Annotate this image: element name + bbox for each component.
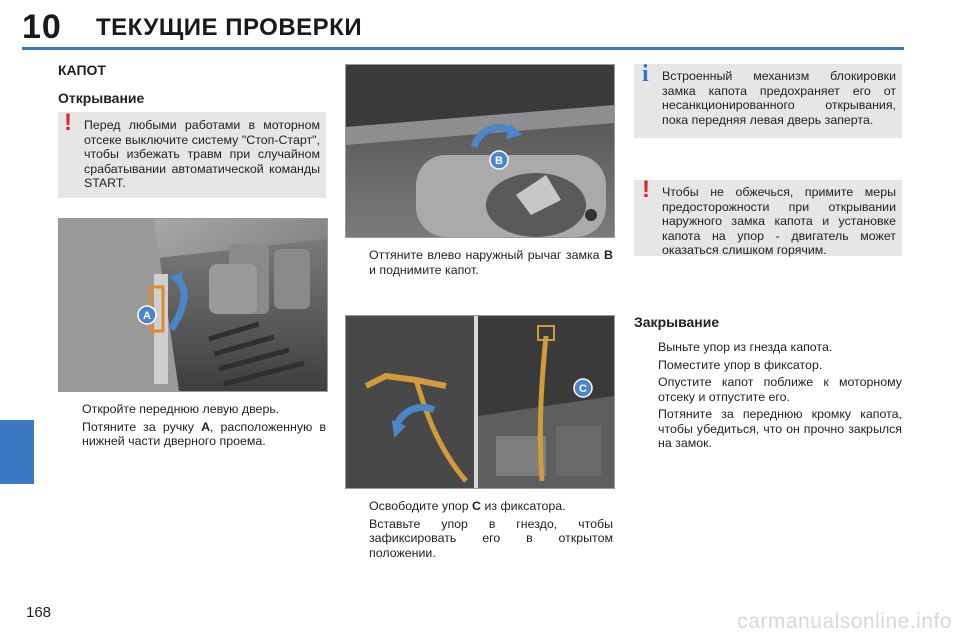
warning-note-text: Перед любыми работами в моторном отсеке выключите систему "Стоп-Старт", чтобы избежать травм при случайном срабатывании автоматической команды START. (84, 118, 320, 190)
warning-note-hot-engine (634, 176, 902, 257)
step-text: из фиксатора. (481, 499, 566, 513)
warning-note-stop-start (58, 109, 326, 198)
photo-hood-release-handle (58, 218, 328, 392)
prop-rod-illustration (346, 316, 614, 488)
step-text: Потяните за переднюю кромку капота, чтобы убедиться, что он прочно закрылся на замок. (658, 407, 902, 450)
info-note-text: Встроенный механизм блокировки замка капота предохраняет его от несанкционированного открывания, пока передняя левая дверь заперта. (662, 69, 896, 127)
warning-icon: ! (64, 109, 72, 136)
step-callout-b: B (604, 248, 613, 262)
step-text: Поместите упор в фиксатор. (658, 357, 823, 372)
warning-note-hot-text: Чтобы не обжечься, примите меры предосторожности при открывании наружного замка капота и установке капота на упор - двигатель может оказаться слишком горячим. (662, 185, 896, 257)
callout-b: B (495, 155, 503, 167)
list-item (345, 499, 613, 514)
callout-a: A (143, 310, 151, 322)
closing-title: Закрывание (634, 314, 720, 330)
chapter-title: ТЕКУЩИЕ ПРОВЕРКИ (96, 14, 363, 41)
step-text: Выньте упор из гнезда капота. (658, 340, 833, 354)
step-text: Вставьте упор в гнездо, чтобы зафиксировать его в открытом положении. (369, 516, 613, 560)
footwell-illustration (59, 219, 327, 391)
opening-title: Открывание (58, 90, 145, 106)
hood-lever-illustration (346, 65, 614, 237)
opening-steps-left (58, 402, 326, 452)
list-item (634, 375, 902, 404)
watermark: carmanualsonline.info (737, 610, 952, 633)
step-text: Потяните за ручку (82, 419, 202, 434)
list-item (58, 402, 326, 417)
header-rule (22, 47, 904, 50)
step-text: Освободите упор (369, 499, 473, 513)
closing-steps (634, 340, 902, 454)
list-item (58, 420, 326, 449)
page-number: 168 (26, 604, 52, 621)
list-item (345, 517, 613, 561)
chapter-number: 10 (22, 8, 62, 46)
list-item (634, 358, 902, 373)
chapter-side-tab (0, 420, 34, 484)
step-callout-c: C (472, 499, 481, 513)
info-icon: i (642, 61, 649, 87)
list-item (634, 407, 902, 451)
step-text: Откройте переднюю левую дверь. (82, 402, 280, 416)
step-text: и поднимите капот. (369, 262, 479, 277)
list-item (345, 248, 613, 277)
callout-c: C (579, 383, 587, 395)
opening-steps-mid-top (345, 248, 613, 280)
opening-steps-mid-bottom (345, 499, 613, 563)
section-title: КАПОТ (58, 62, 106, 78)
step-text: Опустите капот поближе к моторному отсеку и отпустите его. (658, 375, 902, 404)
photo-hood-lever (345, 64, 615, 238)
info-note-lock (634, 61, 902, 138)
warning-icon: ! (642, 176, 650, 203)
step-text: , расположенную в нижней части дверного проема. (82, 419, 326, 448)
step-callout-a: A (201, 419, 211, 434)
photo-hood-prop-rod (345, 315, 615, 489)
step-text: Оттяните влево наружный рычаг замка (369, 248, 605, 262)
list-item (634, 340, 902, 355)
